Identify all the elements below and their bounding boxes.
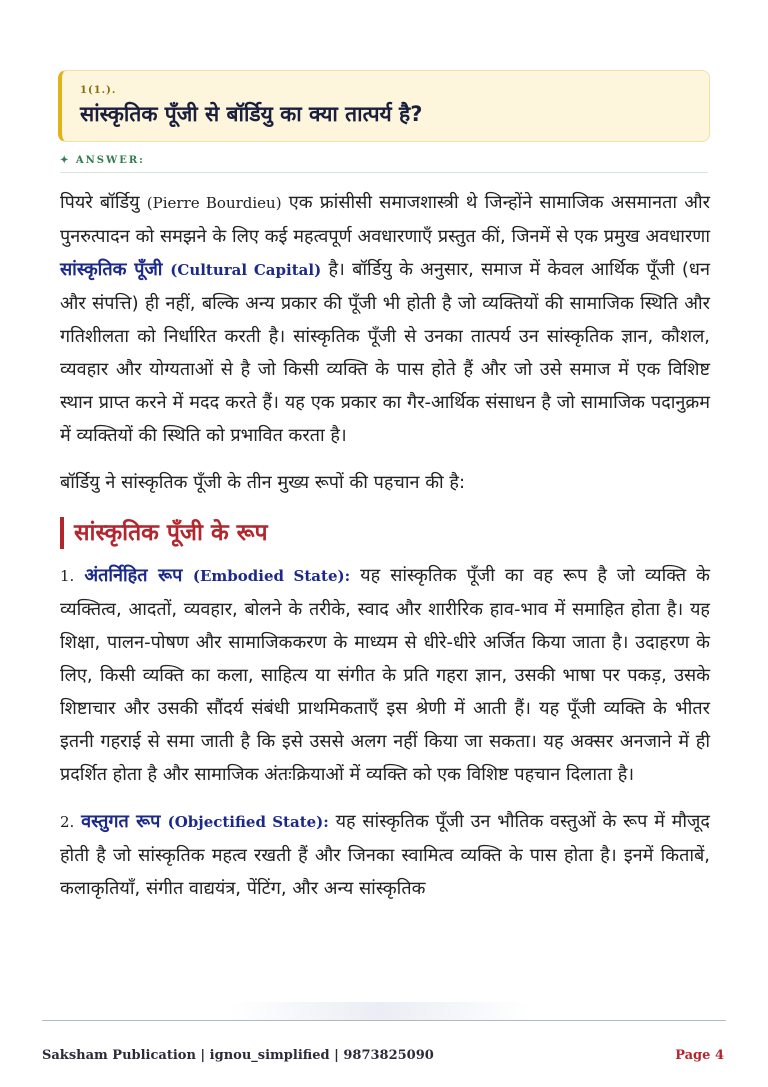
answer-body bbox=[60, 186, 710, 919]
item-number: 2. bbox=[60, 813, 75, 831]
answer-divider bbox=[60, 172, 708, 173]
item-title-hindi: अंतर्निहित रूप bbox=[84, 565, 193, 586]
item-text: यह सांस्कृतिक पूँजी उन भौतिक वस्तुओं के रूप में मौजूद होती है जो सांस्कृतिक महत्व रखती हैं और जिनका स्वामित्व व्यक्ति के पास होता है। इनमें किताबें, कलाकृतियाँ, संगीत वाद्ययंत्र, पेंटिंग, और अन्य सांस्कृतिक bbox=[60, 811, 710, 899]
key-term-english: (Cultural Capital) bbox=[170, 261, 322, 279]
answer-label: ✦ ANSWER: bbox=[60, 155, 145, 166]
question-box bbox=[58, 70, 710, 142]
watermark-logo bbox=[230, 1002, 530, 1020]
footer-divider bbox=[42, 1020, 726, 1021]
item-title-english: (Embodied State): bbox=[192, 567, 351, 585]
intro-paragraph bbox=[60, 186, 710, 452]
intro-latin-name: (Pierre Bourdieu) bbox=[146, 194, 282, 212]
key-term-hindi: सांस्कृतिक पूँजी bbox=[60, 259, 171, 280]
key-term bbox=[60, 259, 321, 280]
intro-text-c: है। बॉर्डियु के अनुसार, समाज में केवल आर्थिक पूँजी (धन और संपत्ति) ही नहीं, बल्कि अन्य प्रकार की पूँजी भी होती है जो व्यक्तियों की सामाजिक स्थिति और गतिशीलता को निर्धारित करती है। सांस्कृतिक पूँजी से उनका तात्पर्य उन सांस्कृतिक ज्ञान, कौशल, व्यवहार और योग्यताओं से है जो किसी व्यक्ति के पास होते हैं और जो उसे समाज में एक विशिष्ट स्थान प्राप्त करने में मदद करते हैं। यह एक प्रकार का गैर-आर्थिक संसाधन है जो सामाजिक पदानुक्रम में व्यक्तियों की स्थिति को प्रभावित करता है। bbox=[60, 259, 710, 446]
item-title-english: (Objectified State): bbox=[167, 813, 329, 831]
item-title bbox=[81, 811, 329, 832]
section-heading: सांस्कृतिक पूँजी के रूप bbox=[60, 517, 710, 549]
list-item bbox=[60, 559, 710, 791]
forms-intro-paragraph: बॉर्डियु ने सांस्कृतिक पूँजी के तीन मुख्य रूपों की पहचान की है: bbox=[60, 472, 466, 493]
item-title-hindi: वस्तुगत रूप bbox=[81, 811, 168, 832]
intro-text-b: एक फ्रांसीसी समाजशास्त्री थे जिन्होंने सामाजिक असमानता और पुनरुत्पादन को समझने के लिए कई महत्वपूर्ण अवधारणाएँ प्रस्तुत कीं, जिनमें से एक प्रमुख अवधारणा bbox=[60, 192, 710, 247]
item-title bbox=[84, 565, 350, 586]
intro-text-a: पियरे बॉर्डियु bbox=[60, 192, 147, 213]
page-number: Page 4 bbox=[675, 1048, 724, 1063]
item-text: यह सांस्कृतिक पूँजी का वह रूप है जो व्यक्ति के व्यक्तित्व, आदतों, व्यवहार, बोलने के तरीके, स्वाद और शारीरिक हाव-भाव में समाहित होता है। यह शिक्षा, पालन-पोषण और सामाजिककरण के माध्यम से धीरे-धीरे अर्जित किया जाता है। उदाहरण के लिए, किसी व्यक्ति का कला, साहित्य या संगीत के प्रति गहरा ज्ञान, उसकी भाषा पर पकड़, उसके शिष्टाचार और उसकी सौंदर्य संबंधी प्राथमिकताएँ इस श्रेणी में आती हैं। यह पूँजी व्यक्ति के भीतर इतनी गहराई से समा जाती है कि इसे उससे अलग नहीं किया जा सकता। यह अक्सर अनजाने में ही प्रदर्शित होता है और सामाजिक अंतःक्रियाओं में व्यक्ति को एक विशिष्ट पहचान दिलाता है। bbox=[60, 565, 710, 785]
list-item bbox=[60, 805, 710, 905]
item-number: 1. bbox=[60, 567, 75, 585]
question-text: सांस्कृतिक पूँजी से बॉर्डियु का क्या तात्पर्य है? bbox=[80, 102, 423, 126]
footer-publisher: Saksham Publication | ignou_simplified | 9873825090 bbox=[42, 1048, 434, 1063]
question-number: 1(1.). bbox=[80, 85, 117, 96]
